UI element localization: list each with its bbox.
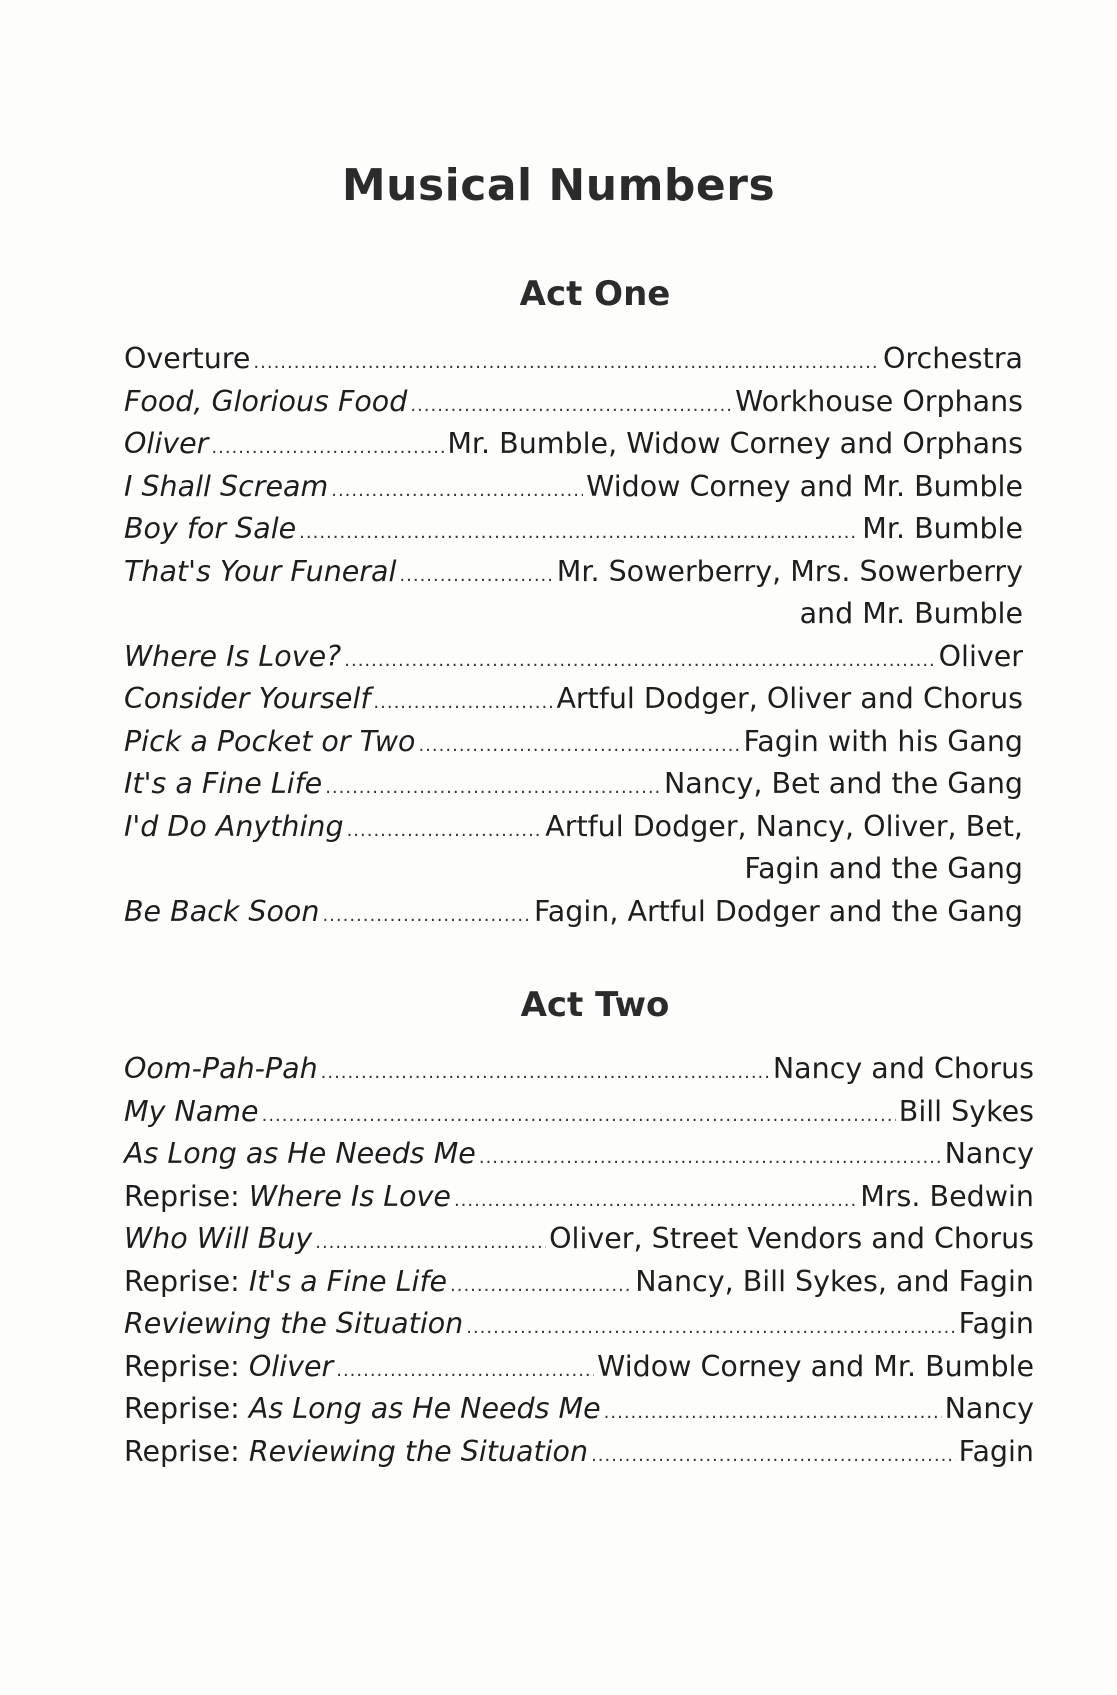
act-two-list (124, 1052, 1034, 1477)
dot-leader (321, 1062, 770, 1083)
dot-leader (325, 777, 661, 798)
song-title: It's a Fine Life (124, 767, 323, 800)
musical-number-row (124, 1435, 1034, 1478)
song-cell (124, 1052, 318, 1085)
song-cell (124, 1137, 476, 1170)
musical-number-row (124, 385, 1023, 428)
song-title: Reviewing the Situation (248, 1434, 589, 1468)
dot-leader (450, 1275, 632, 1296)
dot-leader (299, 522, 859, 543)
page-title: Musical Numbers (341, 160, 776, 211)
reprise-label: Reprise: (124, 1434, 249, 1468)
song-cell (124, 1392, 601, 1425)
musical-number-row (124, 1137, 1034, 1180)
musical-number-row (124, 342, 1023, 385)
song-title: Food, Glorious Food (124, 384, 408, 418)
dot-leader (373, 692, 553, 713)
song-title: Boy for Sale (124, 512, 297, 545)
song-title: Who Will Buy (124, 1222, 313, 1255)
dot-leader (466, 1317, 955, 1338)
song-title: As Long as He Needs Me (248, 1392, 601, 1425)
song-cell (124, 555, 396, 588)
performers: Widow Corney and Mr. Bumble (586, 469, 1023, 503)
reprise-label: Reprise: (124, 1179, 249, 1213)
song-cell (124, 342, 250, 375)
musical-number-row (124, 640, 1023, 683)
dot-leader (322, 905, 531, 926)
performers: Mrs. Bedwin (860, 1179, 1034, 1213)
song-cell (124, 1095, 259, 1128)
dot-leader (454, 1190, 857, 1211)
performers: Workhouse Orphans (735, 384, 1023, 418)
dot-leader (418, 735, 740, 756)
song-title: Oliver (124, 427, 209, 460)
musical-number-row (124, 1095, 1034, 1138)
musical-number-row (124, 1265, 1034, 1308)
performers: Oliver (938, 639, 1023, 673)
song-title: Consider Yourself (124, 682, 371, 715)
performers: Fagin (958, 1434, 1034, 1468)
song-title: Reviewing the Situation (124, 1307, 464, 1340)
musical-number-row (124, 512, 1023, 555)
song-cell (124, 640, 341, 673)
musical-number-row (124, 1392, 1034, 1435)
song-title: Be Back Soon (124, 894, 320, 928)
musical-number-row (124, 810, 1023, 853)
reprise-label: Reprise: (124, 1264, 249, 1298)
dot-leader (331, 480, 583, 501)
performers: Oliver, Street Vendors and Chorus (549, 1222, 1034, 1255)
dot-leader (604, 1402, 942, 1423)
song-cell (124, 427, 208, 460)
performers: Fagin (958, 1307, 1034, 1340)
song-cell (124, 1307, 463, 1340)
song-cell (124, 470, 328, 503)
song-title: Pick a Pocket or Two (124, 724, 416, 758)
act-one-heading: Act One (519, 274, 671, 314)
dot-leader (410, 395, 732, 416)
performers: Fagin, Artful Dodger and the Gang (534, 894, 1023, 928)
song-title: Oliver (248, 1349, 334, 1383)
musical-number-row (124, 470, 1023, 513)
song-cell (124, 1350, 333, 1383)
song-title: That's Your Funeral (124, 554, 397, 588)
performers: Artful Dodger, Oliver and Chorus (556, 682, 1023, 715)
dot-leader (315, 1232, 546, 1253)
dot-leader (211, 437, 444, 458)
song-title: It's a Fine Life (248, 1264, 448, 1298)
dot-leader (479, 1147, 942, 1168)
song-cell (124, 895, 319, 928)
performers: Artful Dodger, Nancy, Oliver, Bet, (545, 809, 1023, 843)
reprise-label: Reprise: (124, 1349, 249, 1383)
song-cell (124, 1435, 588, 1468)
performers: Fagin with his Gang (743, 724, 1023, 758)
song-cell (124, 1180, 451, 1213)
performers: Nancy and Chorus (772, 1052, 1034, 1085)
song-title: Where Is Love (248, 1179, 451, 1213)
musical-number-row (124, 725, 1023, 768)
musical-number-row (124, 1307, 1034, 1350)
dot-leader (347, 820, 543, 841)
song-title: As Long as He Needs Me (124, 1137, 476, 1170)
musical-number-row (124, 1222, 1034, 1265)
song-title: Where Is Love? (124, 639, 342, 673)
musical-number-row (124, 682, 1023, 725)
performers: Mr. Bumble, Widow Corney and Orphans (447, 427, 1023, 460)
performers-continued: Fagin and the Gang (744, 852, 1023, 885)
song-cell (124, 512, 296, 545)
musical-number-row (124, 767, 1023, 810)
musical-number-row (124, 555, 1023, 598)
performers: Mr. Bumble (862, 512, 1023, 545)
performers: Orchestra (883, 342, 1023, 375)
musical-number-row (124, 427, 1023, 470)
dot-leader (253, 352, 880, 373)
song-title: I Shall Scream (124, 469, 329, 503)
song-cell (124, 1222, 312, 1255)
dot-leader (399, 565, 553, 586)
performers: Nancy, Bill Sykes, and Fagin (635, 1264, 1034, 1298)
performers: Bill Sykes (898, 1094, 1034, 1128)
dot-leader (262, 1105, 896, 1126)
performers: Mr. Sowerberry, Mrs. Sowerberry (556, 554, 1023, 588)
act-two-heading: Act Two (520, 985, 670, 1025)
song-cell (124, 767, 322, 800)
song-cell (124, 810, 344, 843)
song-title: My Name (124, 1094, 259, 1128)
song-cell (124, 725, 415, 758)
performers: Nancy (944, 1137, 1034, 1170)
musical-number-row (124, 1180, 1034, 1223)
song-cell (124, 1265, 447, 1298)
musical-number-row (124, 1052, 1034, 1095)
dot-leader (591, 1445, 956, 1466)
song-cell (124, 385, 407, 418)
song-cell (124, 682, 370, 715)
musical-number-row (124, 1350, 1034, 1393)
dot-leader (336, 1360, 594, 1381)
performers: Widow Corney and Mr. Bumble (597, 1349, 1034, 1383)
musical-number-row (124, 895, 1023, 938)
song-title: Oom-Pah-Pah (124, 1052, 318, 1085)
act-one-list (124, 342, 1023, 937)
reprise-label: Reprise: (124, 1392, 249, 1425)
song-title: Overture (124, 342, 251, 375)
performers: Nancy, Bet and the Gang (663, 767, 1023, 800)
dot-leader (344, 650, 935, 671)
song-title: I'd Do Anything (124, 809, 344, 843)
performers-continued: and Mr. Bumble (799, 597, 1023, 630)
performers: Nancy (944, 1392, 1034, 1425)
